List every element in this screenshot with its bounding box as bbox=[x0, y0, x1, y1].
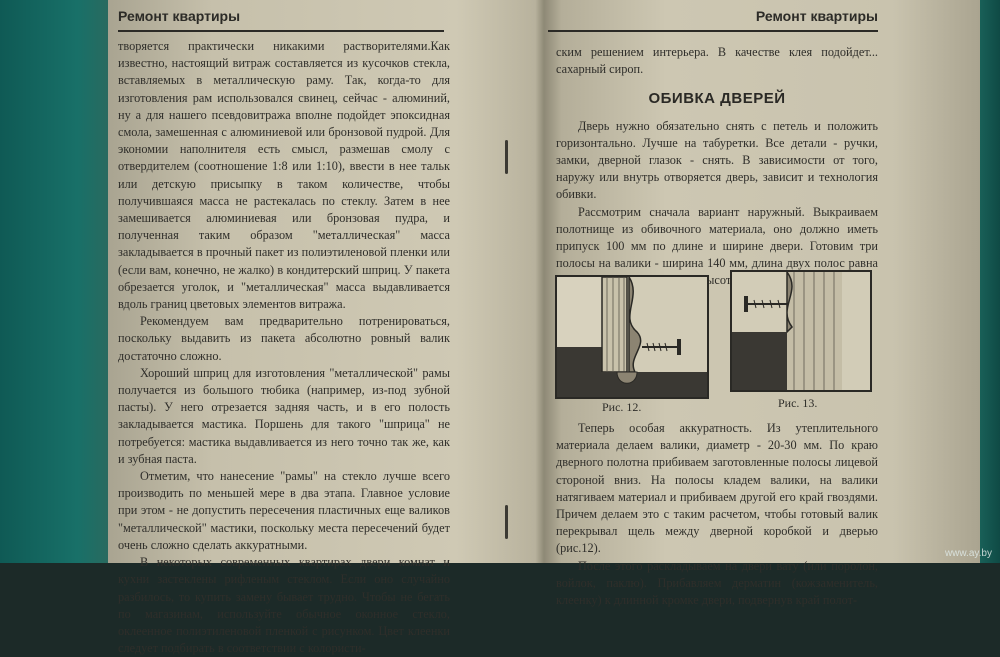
staple-bottom bbox=[505, 505, 508, 539]
figure-12-caption: Рис. 12. bbox=[602, 400, 642, 414]
left-paragraph-1: творяется практически никакими растворителями.Как известно, настоящий витраж составляется из кусочков стекла, вставляемых в металлическую раму. Так, когда-то для изготовления рам использовался свинец, сейчас - алюминий, ну а для нашего псевдовитража вполне подойдет эпоксидная смола, замешенная с алюминиевой или бронзовой пудрой. Для экономии наполнителя есть смысл, размешав смолу с отвердителем (соотношение 1:8 или 1:10), ввести в нее тальк или детскую присыпку в таком количестве, чтобы получившаяся масса не растекалась по стеклу. Затем в нее замешивается алюминиевая или бронзовая пудра, и полученная таким образом "металлическая" масса закладывается в прочный пакет из полиэтиленовой пленки или (если вам, конечно, не жалко) в кондитерский шприц. У пакета обрезается уголок, и "металлическая" масса выдавливается вдоль границ цветовых элементов витража. bbox=[118, 39, 450, 312]
left-page-header: Ремонт квартиры bbox=[118, 8, 444, 32]
right-page-body-top bbox=[556, 44, 878, 290]
right-paragraph-1: Дверь нужно обязательно снять с петель и положить горизонтально. Лучше на табуретки. Все детали - ручки, замки, дверной глазок - снять. В зависимости от того, наружу или внутрь отворяется дверь, зависит и технология обивки. bbox=[556, 118, 878, 202]
left-paragraph-3: Хороший шприц для изготовления "металлической" рамы получается из большого тюбика (например, из-под зубной пасты). У него отрезается задняя часть, и в его полость закладывается мастика. Поршень для такого "шприца" не потребуется: мастика выдавливается из него точно так же, как и зубная паста. bbox=[118, 365, 450, 466]
right-paragraph-2: Рассмотрим сначала вариант наружный. Выкраиваем полотнище из обивочного материала, оно должно иметь припуск 100 мм по длине и ширине двери. Готовим три полосы на валики - ширина 140 мм, длина двух полос равна высоте. bbox=[556, 204, 878, 288]
figure-12 bbox=[555, 275, 709, 399]
left-paragraph-2: Рекомендуем вам предварительно потренироваться, поскольку выдавить из пакета абсолютно ровный валик достаточно сложно. bbox=[118, 314, 450, 363]
right-page-body-bottom bbox=[556, 420, 878, 609]
figure-13 bbox=[730, 270, 872, 392]
left-paragraph-5: В некоторых современных квартирах двери комнат и кухни застеклены рифленым стеклом. Если оно случайно разбилось, то купить замену бывает трудно. Чтобы не бегать по магазинам, используйте обычное оконное стекло, оклеенное полиэтиленовой пленкой с рисунком. Цвет клеенки следует подбирать в соответствии с колористи- bbox=[118, 555, 450, 656]
right-page-header: Ремонт квартиры bbox=[548, 8, 878, 32]
background-left bbox=[0, 0, 110, 563]
right-intro: ским решением интерьера. В качестве клея подойдет... сахарный сироп. bbox=[556, 45, 878, 77]
door-upholstery-diagram-13 bbox=[732, 272, 870, 390]
figure-13-caption: Рис. 13. bbox=[778, 396, 818, 410]
right-paragraph-3: Теперь особая аккуратность. Из утеплительного материала делаем валики, диаметр - 20-30 мм. По краю дверного полотна прибиваем заготовленные полосы лицевой стороной вниз. На полосы кладем валики, на валики натягиваем материал и прибиваем другой его край гвоздями. Причем делаем это с таким расчетом, чтобы готовый валик перекрывал щель между дверной коробкой и дверью (рис.12). bbox=[556, 421, 878, 556]
left-paragraph-4: Отметим, что нанесение "рамы" на стекло лучше всего производить по меньшей мере в два этапа. Главное условие при этом - не допустить пересечения пластичных еще валиков "металлической" мастики, поскольку места пересечений будет очень сложно сделать аккуратными. bbox=[118, 469, 450, 552]
right-paragraph-4: После этого раскладываем на двери вату (или поролон, войлок, паклю). Прибавляем дерматин (кожзаменитель, клеенку) к длинной кромке двери, подвернув край полот- bbox=[556, 558, 878, 608]
left-page-body bbox=[118, 38, 450, 657]
door-upholstery-diagram-12 bbox=[557, 277, 707, 397]
staple-top bbox=[505, 140, 508, 174]
section-title: ОБИВКА ДВЕРЕЙ bbox=[648, 90, 786, 108]
watermark: www.ay.by bbox=[944, 548, 992, 559]
